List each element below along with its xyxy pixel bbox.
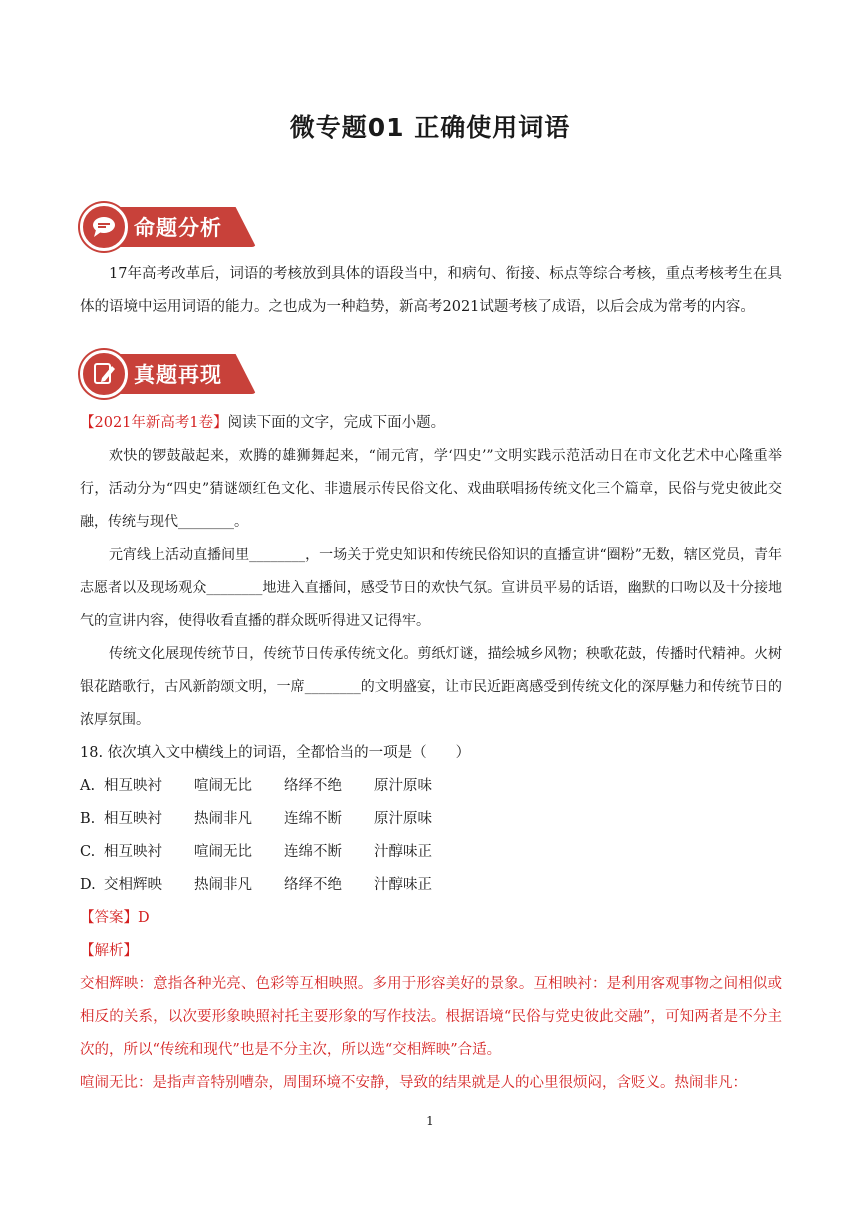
option-letter: B.	[80, 811, 96, 827]
option-d	[80, 869, 782, 902]
option-c	[80, 836, 782, 869]
option-item: 原汁原味	[374, 811, 432, 827]
question-block	[80, 407, 782, 1100]
intro-paragraph: 17年高考改革后，词语的考核放到具体的语段当中，和病句、衔接、标点等综合考核，重点考核考生在具体的语境中运用词语的能力。之也成为一种趋势，新高考2021试题考核了成语，以后会成为常考的内容。	[80, 266, 782, 315]
option-item: 络绎不绝	[284, 877, 342, 893]
option-item: 热闹非凡	[194, 811, 252, 827]
analysis-paragraph: 交相辉映：意指各种光亮、色彩等互相映照。多用于形容美好的景象。互相映衬：是利用客观事物之间相似或相反的关系，以次要形象映照衬托主要形象的写作技法。根据语境“民俗与党史彼此交融”，可知两者是不分主次的，所以“传统和现代”也是不分主次，所以选“交相辉映”合适。	[80, 976, 782, 1058]
question-header	[80, 407, 782, 440]
option-a	[80, 770, 782, 803]
option-item: 喧闹无比	[194, 778, 252, 794]
passage-paragraph: 元宵线上活动直播间里________，一场关于党史知识和传统民俗知识的直播宣讲“圈粉”无数，辖区党员，青年志愿者以及现场观众________地进入直播间，感受节日的欢快气氛。宣讲员平易的话语，幽默的口吻以及十分接地气的宣讲内容，使得收看直播的群众既听得进又记得牢。	[80, 547, 782, 629]
analysis-label: 【解析】	[80, 943, 138, 959]
speech-bubble-icon	[80, 203, 128, 251]
question-source: 【2021年新高考1卷】	[80, 415, 228, 431]
answer-label: 【答案】	[80, 910, 138, 926]
analysis-paragraph: 喧闹无比：是指声音特别嘈杂，周围环境不安静，导致的结果就是人的心里很烦闷，含贬义。热闹非凡：	[80, 1075, 747, 1091]
option-letter: D.	[80, 877, 96, 893]
question-stem: 18. 依次填入文中横线上的词语，全都恰当的一项是（ ）	[80, 745, 471, 761]
passage-paragraph: 欢快的锣鼓敲起来，欢腾的雄狮舞起来，“闹元宵，学‘四史’”文明实践示范活动日在市文化艺术中心隆重举行，活动分为“四史”猜谜颂红色文化、非遗展示传民俗文化、戏曲联唱扬传统文化三个篇章，民俗与党史彼此交融，传统与现代________。	[80, 448, 782, 530]
option-item: 原汁原味	[374, 778, 432, 794]
intro-paragraph-block	[80, 258, 782, 324]
option-item: 汁醇味正	[374, 877, 432, 893]
question-instruction: 阅读下面的文字，完成下面小题。	[227, 415, 446, 431]
option-item: 热闹非凡	[194, 877, 252, 893]
pencil-note-icon	[80, 350, 128, 398]
option-item: 连绵不断	[284, 844, 342, 860]
answer-line	[80, 902, 782, 935]
option-item: 相互映衬	[104, 844, 162, 860]
option-item: 交相辉映	[104, 877, 162, 893]
section-label: 真题再现	[134, 362, 222, 387]
passage-paragraph: 传统文化展现传统节日，传统节日传承传统文化。剪纸灯谜，描绘城乡风物；秧歌花鼓，传播时代精神。火树银花踏歌行，古风新韵颂文明，一席________的文明盛宴，让市民近距离感受到传统文化的深厚魅力和传统节日的浓厚氛围。	[80, 646, 782, 728]
section-banner-analysis	[80, 203, 256, 251]
option-item: 络绎不绝	[284, 778, 342, 794]
section-label: 命题分析	[134, 215, 222, 240]
option-letter: C.	[80, 844, 96, 860]
option-item: 汁醇味正	[374, 844, 432, 860]
answer-value: D	[138, 910, 150, 926]
option-letter: A.	[80, 778, 96, 794]
option-item: 相互映衬	[104, 811, 162, 827]
page-title: 微专题01 正确使用词语	[289, 113, 571, 142]
option-item: 喧闹无比	[194, 844, 252, 860]
option-item: 连绵不断	[284, 811, 342, 827]
page-number: 1	[426, 1114, 434, 1128]
option-b	[80, 803, 782, 836]
option-item: 相互映衬	[104, 778, 162, 794]
section-banner-real-exam	[80, 350, 256, 398]
